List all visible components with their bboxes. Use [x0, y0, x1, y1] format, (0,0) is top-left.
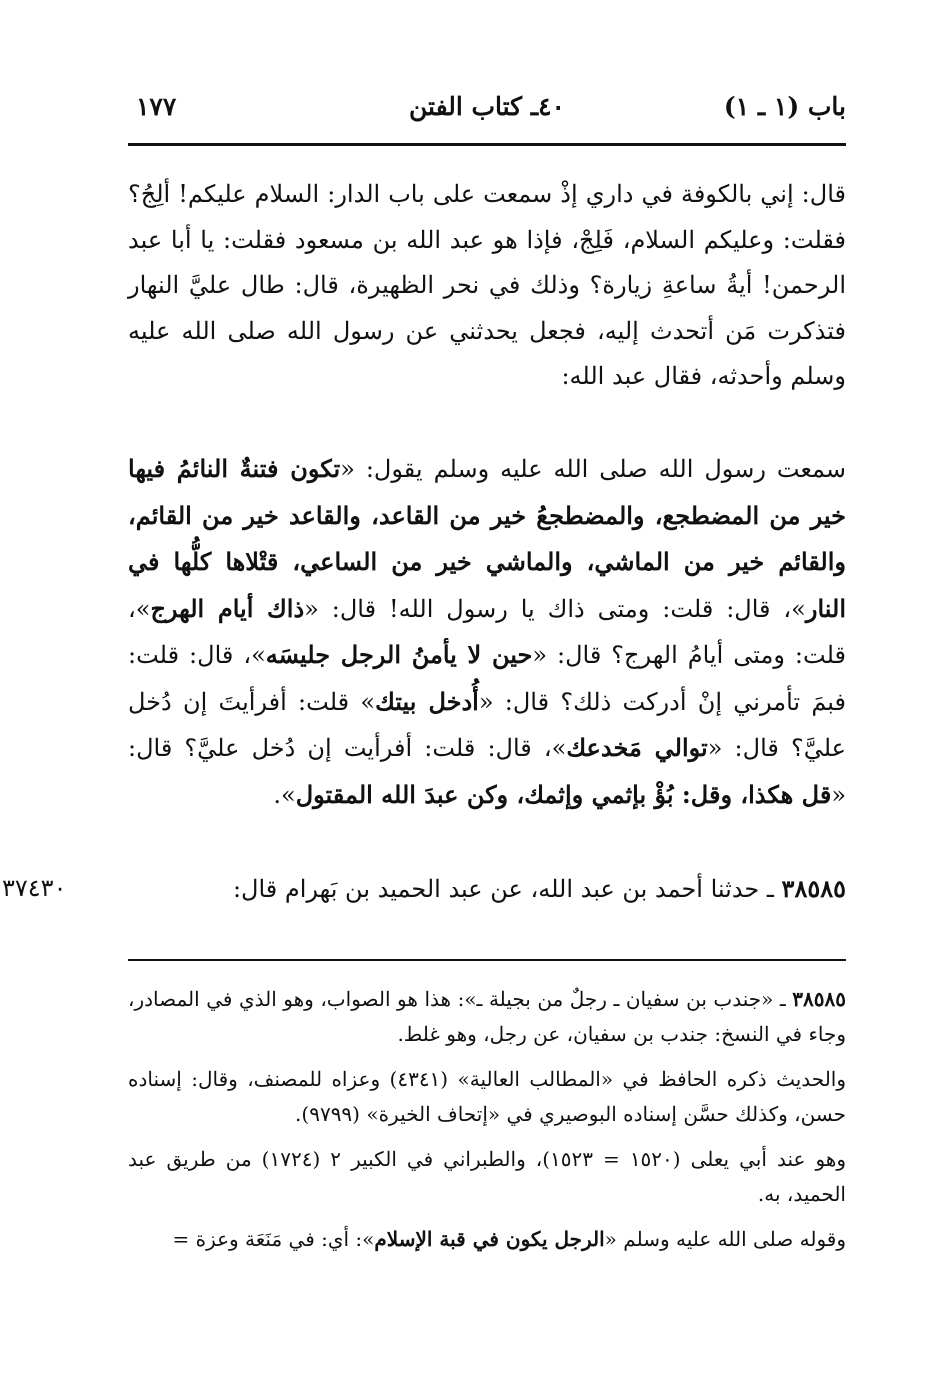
page-number: ١٧٧ [136, 92, 177, 121]
hadith-isnad-line [128, 866, 846, 912]
hadith-text-paragraph: سمعت رسول الله صلى الله عليه وسلم يقول: «تكون فتنةٌ النائمُ فيها خير من المضطجع، والمضطجعُ خير من القاعد، والقاعد خير من القائم، والقائم خير من الماشي، والماشي خير من الساعي، قتْلاها كلُّها في النار»، قال: قلت: ومتى ذاك يا رسول الله! قال: «ذاك أيام الهرج»، قلت: ومتى أيامُ الهرج؟ قال: «حين لا يأمنُ الرجل جليسَه»، قال: قلت: فبمَ تأمرني إنْ أدركت ذلك؟ قال: «أُدخل بيتك» قلت: أفرأيتَ إن دُخل عليَّ؟ قال: «توالي مَخدعك»، قال: قلت: أفرأيت إن دُخل عليَّ؟ قال: «قل هكذا، وقل: بُؤْ بإثمي وإثمك، وكن عبدَ الله المقتول». [128, 454, 847, 809]
footnote: والحديث ذكره الحافظ في «المطالب العالية» (٤٣٤١) وعزاه للمصنف، وقال: إسناده حسن، وكذلك حسَّن إسناده البوصيري في «إتحاف الخيرة» (٩٧٩٩). [128, 1067, 846, 1126]
header-divider [128, 143, 846, 146]
prophetic-saying: توالي مَخدعك [566, 733, 708, 762]
footnote: وهو عند أبي يعلى (١٥٢٠ = ١٥٢٣)، والطبراني في الكبير ٢ (١٧٢٤) من طريق عبد الحميد، به. [128, 1147, 846, 1206]
prophetic-saying: تكون فتنةٌ النائمُ فيها خير من المضطجع، والمضطجعُ خير من القاعد، والقاعد خير من القائم، والقائم خير من الماشي، والماشي خير من الساعي، قتْلاها كلُّها في النار [128, 454, 846, 623]
hadith-number: ٣٨٥٨٥ [781, 874, 846, 903]
prophetic-saying: ذاك أيام الهرج [150, 593, 305, 623]
footnote-divider [128, 959, 846, 961]
footnotes [128, 982, 846, 1267]
narration-paragraph: قال: إني بالكوفة في داري إذْ سمعت على باب الدار: السلام عليكم! ألِجُ؟ فقلت: وعليكم السلام، فَلِجْ، فإذا هو عبد الله بن مسعود فقلت: يا أبا عبد الرحمن! أيةُ ساعةِ زيارة؟ وذلك في نحر الظهيرة، قال: طال عليَّ النهار فتذكرت مَن أتحدث إليه، فجعل يحدثني عن رسول الله صلى الله عليه وسلم وأحدثه، فقال عبد الله: [128, 180, 846, 390]
footnote: ٣٨٥٨٥ ـ «جندب بن سفيان ـ رجلٌ من بجيلة ـ»: هذا هو الصواب، وهو الذي في المصادر، وجاء في النسخ: جندب بن سفيان، عن رجل، وهو غلط. [128, 987, 846, 1046]
isnad-text: ـ حدثنا أحمد بن عبد الله، عن عبد الحميد بن بَهرام قال: [232, 875, 782, 903]
prophetic-saying: قل هكذا، وقل: بُؤْ بإثمي وإثمك، وكن عبدَ الله المقتول [295, 779, 832, 809]
page-header [128, 92, 846, 136]
book-title: ٤٠ـ كتاب الفتن [409, 92, 565, 121]
footnote: وقوله صلى الله عليه وسلم «الرجل يكون في قبة الإسلام»: أي: في مَنَعَة وعزة = [172, 1227, 846, 1251]
prophetic-saying: حين لا يأمنُ الرجل جليسَه [265, 640, 533, 669]
prophetic-saying: أُدخل بيتك [375, 686, 479, 716]
footnote-number: ٣٨٥٨٥ [792, 987, 846, 1011]
chapter-label: باب (١ ـ ١) [723, 92, 846, 121]
margin-hadith-number: ٣٧٤٣٠ [2, 874, 67, 902]
